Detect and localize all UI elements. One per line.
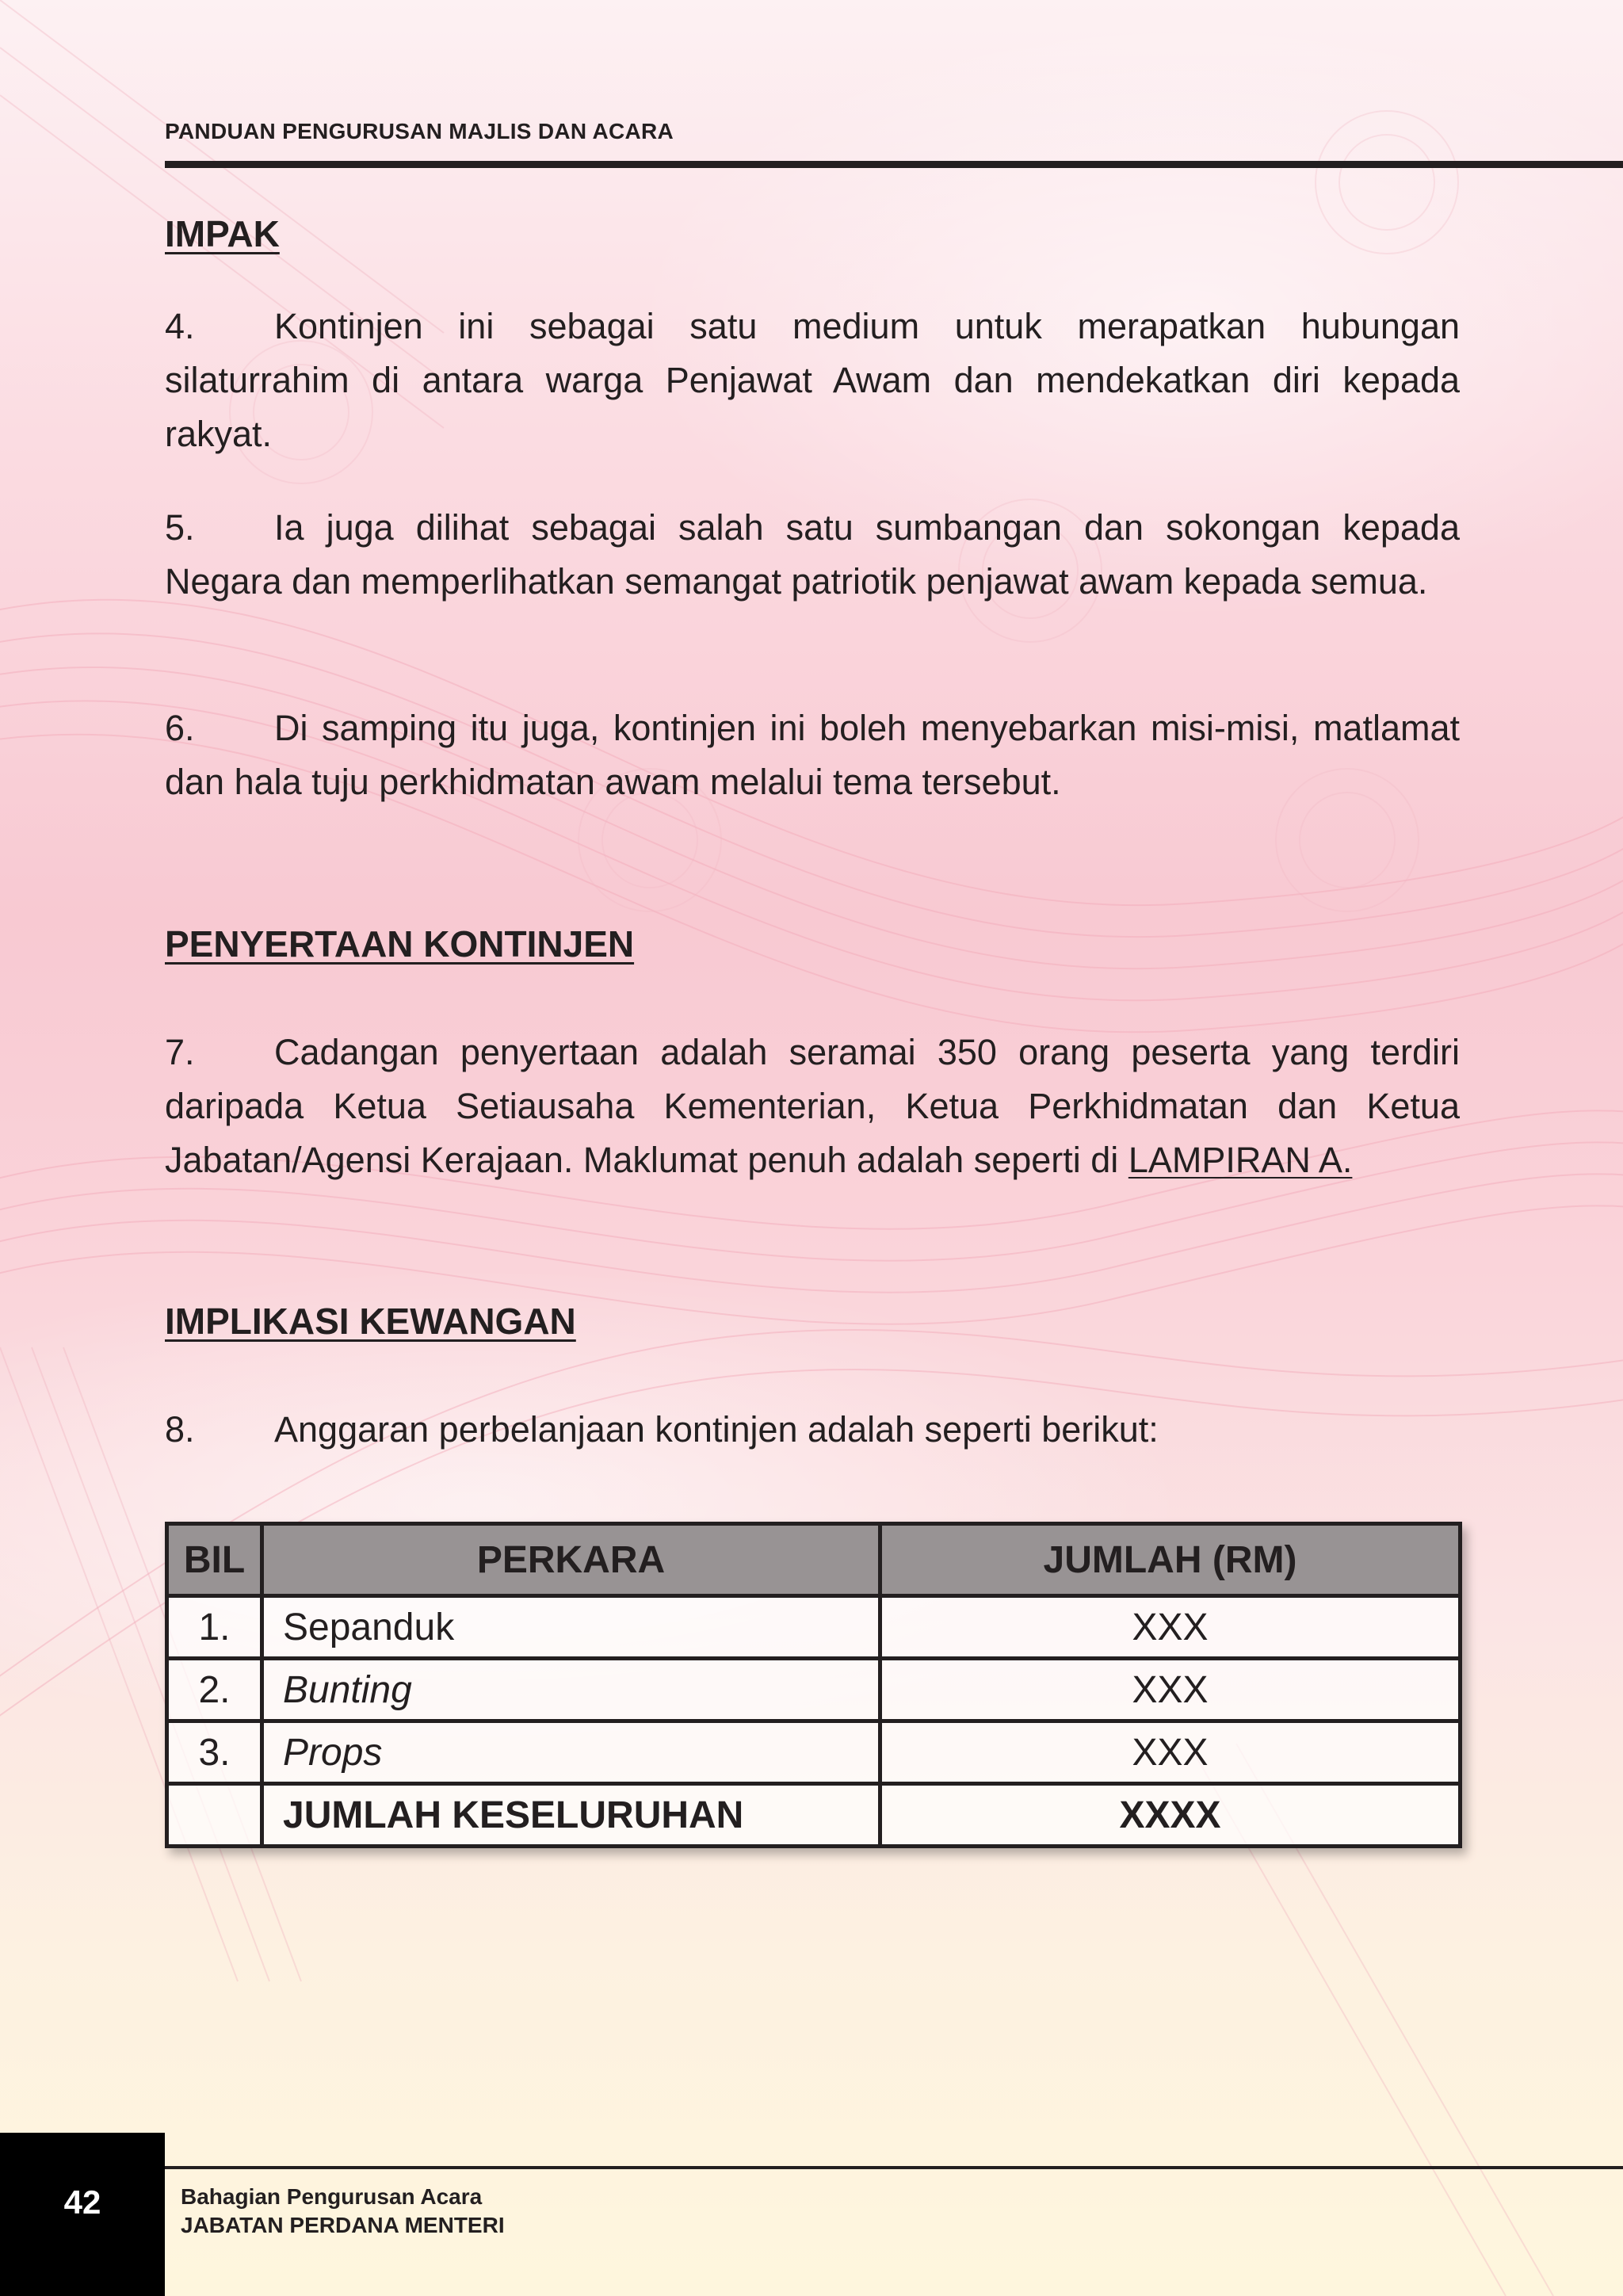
running-head: PANDUAN PENGURUSAN MAJLIS DAN ACARA bbox=[165, 119, 674, 143]
header-bil: BIL bbox=[167, 1524, 262, 1596]
paragraph-text: Kontinjen ini sebagai satu medium untuk merapatkan hubungan silaturrahim di antara warga Penjawat Awam dan mendekatkan diri kepada rakyat. bbox=[165, 306, 1460, 454]
paragraph-text: Ia juga dilihat sebagai salah satu sumbangan dan sokongan kepada Negara dan memperlihatkan semangat patriotik penjawat awam kepada semua. bbox=[165, 507, 1460, 602]
table-row bbox=[167, 1659, 1461, 1721]
footer-ministry: JABATAN PERDANA MENTERI bbox=[181, 2213, 505, 2237]
paragraph-number: 6. bbox=[165, 708, 195, 748]
cell-amount: XXX bbox=[880, 1596, 1461, 1659]
cell-total-amount: XXXX bbox=[880, 1784, 1461, 1847]
paragraph-number: 8. bbox=[165, 1409, 195, 1450]
cell-amount: XXX bbox=[880, 1659, 1461, 1721]
table-header-row bbox=[167, 1524, 1461, 1596]
table-row bbox=[167, 1596, 1461, 1659]
section-heading-implikasi: IMPLIKASI KEWANGAN bbox=[165, 1301, 576, 1342]
footer-rule bbox=[165, 2166, 1623, 2169]
header-jumlah: JUMLAH (RM) bbox=[880, 1524, 1461, 1596]
paragraph-5 bbox=[165, 501, 1460, 609]
cell-item: Bunting bbox=[262, 1659, 880, 1721]
cell-item: Sepanduk bbox=[262, 1596, 880, 1659]
header-perkara: PERKARA bbox=[262, 1524, 880, 1596]
paragraph-number: 5. bbox=[165, 507, 195, 548]
section-heading-penyertaan: PENYERTAAN KONTINJEN bbox=[165, 923, 635, 965]
cell-amount: XXX bbox=[880, 1721, 1461, 1784]
table-total-row bbox=[167, 1784, 1461, 1847]
header-rule bbox=[165, 161, 1623, 168]
cell-item: Props bbox=[262, 1721, 880, 1784]
cell-total-label: JUMLAH KESELURUHAN bbox=[262, 1784, 880, 1847]
paragraph-4 bbox=[165, 300, 1460, 461]
paragraph-6 bbox=[165, 701, 1460, 809]
cell-bil bbox=[167, 1784, 262, 1847]
paragraph-number: 4. bbox=[165, 306, 195, 346]
page-number: 42 bbox=[63, 2183, 101, 2221]
budget-table bbox=[165, 1522, 1462, 1848]
paragraph-number: 7. bbox=[165, 1032, 195, 1072]
lampiran-link[interactable]: LAMPIRAN A. bbox=[1128, 1140, 1353, 1180]
table-row bbox=[167, 1721, 1461, 1784]
paragraph-text: Di samping itu juga, kontinjen ini boleh menyebarkan misi-misi, matlamat dan hala tuju perkhidmatan awam melalui tema tersebut. bbox=[165, 708, 1460, 802]
paragraph-8 bbox=[165, 1403, 1460, 1457]
paragraph-7 bbox=[165, 1026, 1460, 1187]
paragraph-text: Anggaran perbelanjaan kontinjen adalah seperti berikut: bbox=[274, 1409, 1159, 1450]
cell-bil: 3. bbox=[167, 1721, 262, 1784]
paragraph-text: Cadangan penyertaan adalah seramai 350 orang peserta yang terdiri daripada Ketua Setiausaha Kementerian, Ketua Perkhidmatan dan Ketua Jabatan/Agensi Kerajaan. Maklumat penuh adalah seperti di bbox=[165, 1032, 1460, 1180]
cell-bil: 2. bbox=[167, 1659, 262, 1721]
cell-bil: 1. bbox=[167, 1596, 262, 1659]
section-heading-impak: IMPAK bbox=[165, 213, 280, 254]
footer-department: Bahagian Pengurusan Acara bbox=[181, 2184, 483, 2209]
